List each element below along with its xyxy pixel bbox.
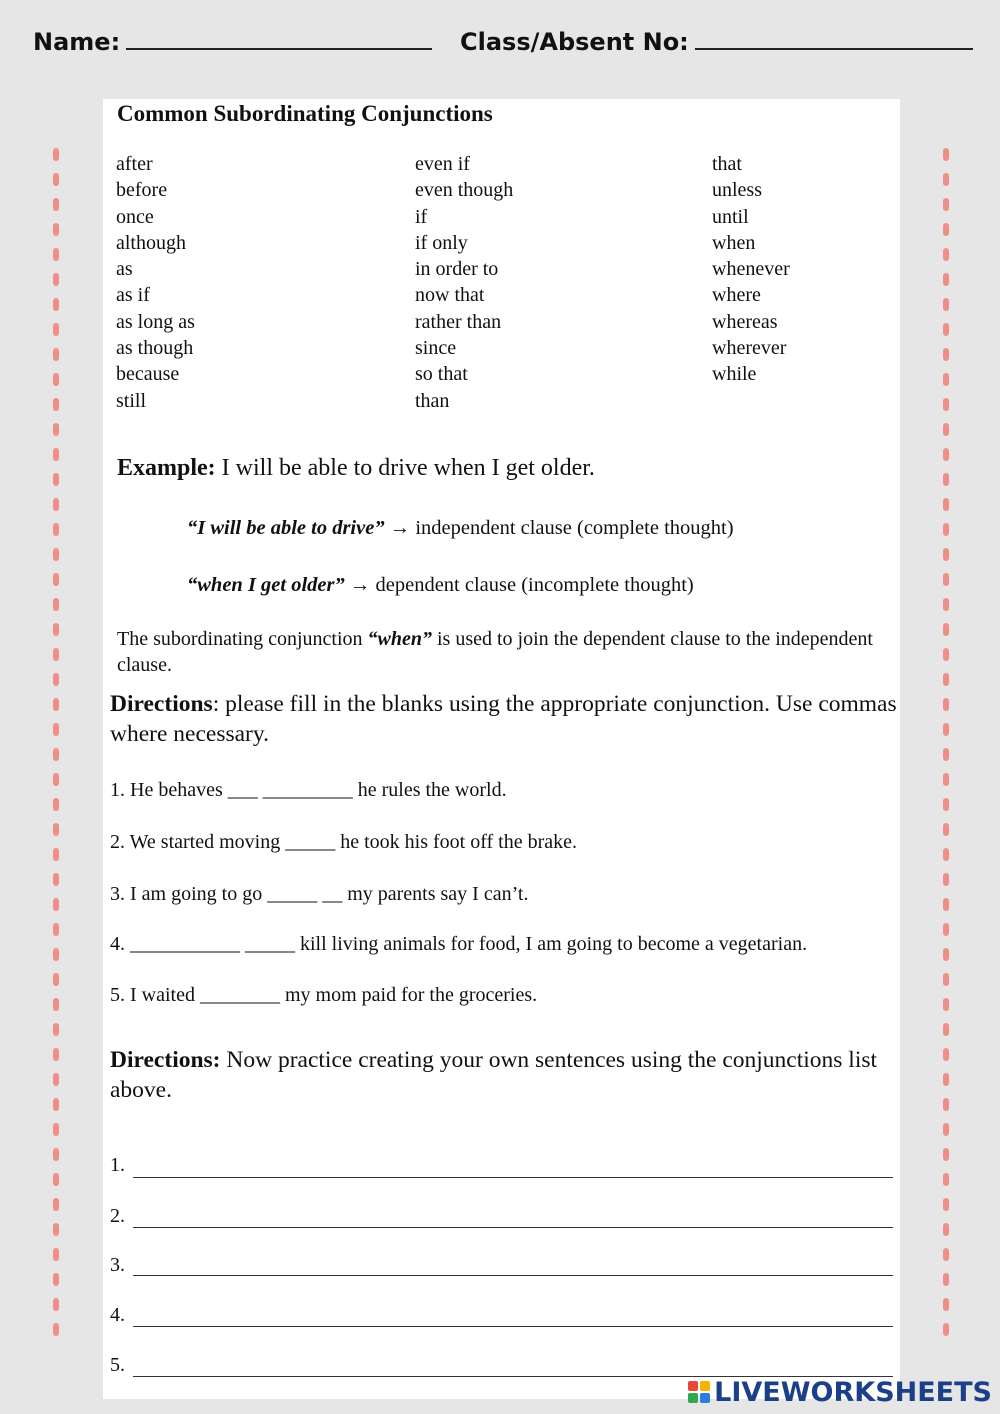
dash-segment [53,1173,59,1186]
conjunction-word: when [712,231,756,254]
dash-segment [943,773,949,786]
conjunction-word: rather than [415,310,502,333]
dash-segment [943,1023,949,1036]
question-3[interactable]: 3. I am going to go _____ __ my parents say I can’t. [110,883,529,905]
dash-segment [943,173,949,186]
dash-segment [943,348,949,361]
dash-segment [943,223,949,236]
conjunction-column-2 [415,151,513,414]
dash-segment [53,898,59,911]
dash-segment [943,1123,949,1136]
explanation-quote: “when” [367,628,432,650]
dash-segment [53,323,59,336]
practice-line-4[interactable] [133,1326,893,1327]
class-label: Class/Absent No: [460,28,689,56]
directions-text: : please fill in the blanks using the appropriate conjunction. Use commas where necessary. [110,691,897,747]
practice-number-2: 2. [110,1205,125,1227]
dash-segment [53,573,59,586]
conjunction-word: if only [415,231,468,254]
dash-segment [943,1073,949,1086]
practice-number-5: 5. [110,1354,125,1376]
dash-segment [943,1323,949,1336]
dash-segment [943,1148,949,1161]
dash-segment [53,448,59,461]
dash-segment [53,623,59,636]
conjunction-word: now that [415,284,485,307]
dash-segment [53,473,59,486]
dash-segment [53,873,59,886]
dash-segment [53,648,59,661]
explanation-before: The subordinating conjunction [117,628,368,650]
dash-segment [53,1048,59,1061]
dash-segment [53,998,59,1011]
dash-segment [943,298,949,311]
dash-segment [943,748,949,761]
dash-segment [53,973,59,986]
dash-segment [53,548,59,561]
conjunction-word: once [116,205,154,228]
dash-segment [943,448,949,461]
dash-segment [943,523,949,536]
dash-segment [943,948,949,961]
dash-segment [53,723,59,736]
dash-segment [943,723,949,736]
conjunction-word: unless [712,179,762,202]
question-2[interactable]: 2. We started moving _____ he took his foot off the brake. [110,831,578,853]
conjunction-word: wherever [712,337,787,360]
dash-segment [53,748,59,761]
conjunction-word: until [712,205,749,228]
dash-segment [53,698,59,711]
dash-segment [53,848,59,861]
dash-segment [53,148,59,161]
dash-segment [53,598,59,611]
dash-segment [53,798,59,811]
dash-segment [943,198,949,211]
conjunction-word: while [712,363,757,386]
conjunction-column-3 [712,151,790,388]
independent-clause-quote: “I will be able to drive” [187,517,385,539]
conjunction-column-1 [116,151,195,414]
dash-segment [943,323,949,336]
dash-segment [53,1023,59,1036]
name-field[interactable] [33,26,432,56]
dash-segment [943,423,949,436]
left-dashed-border [53,148,60,1358]
conjunction-word: still [116,389,147,412]
dash-segment [943,1173,949,1186]
dash-segment [53,273,59,286]
dash-segment [943,873,949,886]
conjunction-word: as [116,258,133,281]
dash-segment [53,423,59,436]
dash-segment [53,823,59,836]
directions-practice-text: Now practice creating your own sentences using the conjunctions list above. [110,1047,878,1103]
dash-segment [53,1223,59,1236]
practice-line-2[interactable] [133,1227,893,1228]
dash-segment [943,973,949,986]
name-blank[interactable] [126,26,432,50]
practice-number-4: 4. [110,1304,125,1326]
practice-line-1[interactable] [133,1177,893,1178]
dash-segment [943,573,949,586]
dash-segment [53,1123,59,1136]
dash-segment [53,223,59,236]
directions-fill-blanks [110,689,900,749]
dash-segment [53,498,59,511]
dash-segment [943,673,949,686]
conjunction-word: as though [116,337,194,360]
dash-segment [943,1048,949,1061]
dash-segment [943,273,949,286]
conjunction-word: before [116,179,168,202]
conjunction-word: although [116,231,186,254]
name-label: Name: [33,28,121,56]
practice-number-1: 1. [110,1154,125,1176]
conjunction-word: since [415,337,457,360]
dependent-clause-desc: → dependent clause (incomplete thought) [349,574,694,596]
independent-clause [187,517,734,540]
page-title: Common Subordinating Conjunctions [117,101,493,126]
dash-segment [53,373,59,386]
example-text: I will be able to drive when I get older. [221,455,595,481]
dash-segment [53,1248,59,1261]
dash-segment [943,848,949,861]
dash-segment [943,1098,949,1111]
dash-segment [943,1273,949,1286]
conjunction-word: in order to [415,258,499,281]
directions-label: Directions [110,691,213,717]
dash-segment [943,648,949,661]
conjunction-word: whereas [712,310,778,333]
dash-segment [943,1198,949,1211]
dependent-clause-quote: “when I get older” [187,574,345,596]
conjunction-word: as long as [116,310,195,333]
dash-segment [53,673,59,686]
brand-text: LIVEWORKSHEETS [714,1377,992,1408]
dash-segment [943,698,949,711]
dash-segment [943,823,949,836]
example-sentence [117,455,595,482]
dash-segment [943,148,949,161]
dash-segment [53,923,59,936]
conjunction-word: because [116,363,180,386]
dash-segment [943,1298,949,1311]
question-1[interactable]: 1. He behaves ___ _________ he rules the world. [110,779,507,801]
dash-segment [943,1223,949,1236]
class-field[interactable] [460,26,973,56]
dependent-clause [187,574,694,597]
dash-segment [53,398,59,411]
dash-segment [943,598,949,611]
conjunction-word: even though [415,179,514,202]
conjunction-word: where [712,284,761,307]
conjunction-word: whenever [712,258,790,281]
dash-segment [943,398,949,411]
dash-segment [943,373,949,386]
dash-segment [53,298,59,311]
header-bar [0,0,1000,80]
conjunction-word: after [116,153,153,175]
dash-segment [943,898,949,911]
dash-segment [53,1323,59,1336]
conjunction-word: as if [116,284,150,307]
worksheet-page [103,99,900,1399]
conjunction-word: so that [415,363,468,386]
dash-segment [943,473,949,486]
conjunction-word: than [415,389,450,412]
dash-segment [53,1273,59,1286]
right-dashed-border [943,148,950,1358]
question-5[interactable]: 5. I waited ________ my mom paid for the groceries. [110,984,538,1006]
practice-line-3[interactable] [133,1275,893,1276]
example-label: Example: [117,455,216,481]
dash-segment [53,948,59,961]
dash-segment [53,1148,59,1161]
dash-segment [53,773,59,786]
explanation-after: is used to join the dependent clause to the independent clause. [117,628,873,676]
dash-segment [53,1198,59,1211]
directions-practice [110,1045,900,1105]
dash-segment [943,923,949,936]
dash-segment [943,998,949,1011]
dash-segment [53,248,59,261]
dash-segment [943,623,949,636]
conjunction-word: if [415,205,428,228]
independent-clause-desc: → independent clause (complete thought) [389,517,734,539]
conjunction-word: even if [415,153,470,175]
dash-segment [943,798,949,811]
dash-segment [53,1073,59,1086]
conjunction-word: that [712,153,742,175]
liveworksheets-logo [688,1377,992,1408]
dash-segment [53,173,59,186]
explanation-paragraph [117,626,887,678]
dash-segment [53,1098,59,1111]
dash-segment [943,498,949,511]
dash-segment [53,1298,59,1311]
dash-segment [943,248,949,261]
dash-segment [53,198,59,211]
dash-segment [943,1248,949,1261]
dash-segment [53,348,59,361]
dash-segment [53,523,59,536]
question-4[interactable]: 4. ___________ _____ kill living animals for food, I am going to become a vegetarian. [110,933,808,955]
dash-segment [943,548,949,561]
practice-number-3: 3. [110,1254,125,1276]
directions-practice-label: Directions: [110,1047,221,1073]
class-blank[interactable] [695,26,973,50]
liveworksheets-icon [688,1381,710,1403]
